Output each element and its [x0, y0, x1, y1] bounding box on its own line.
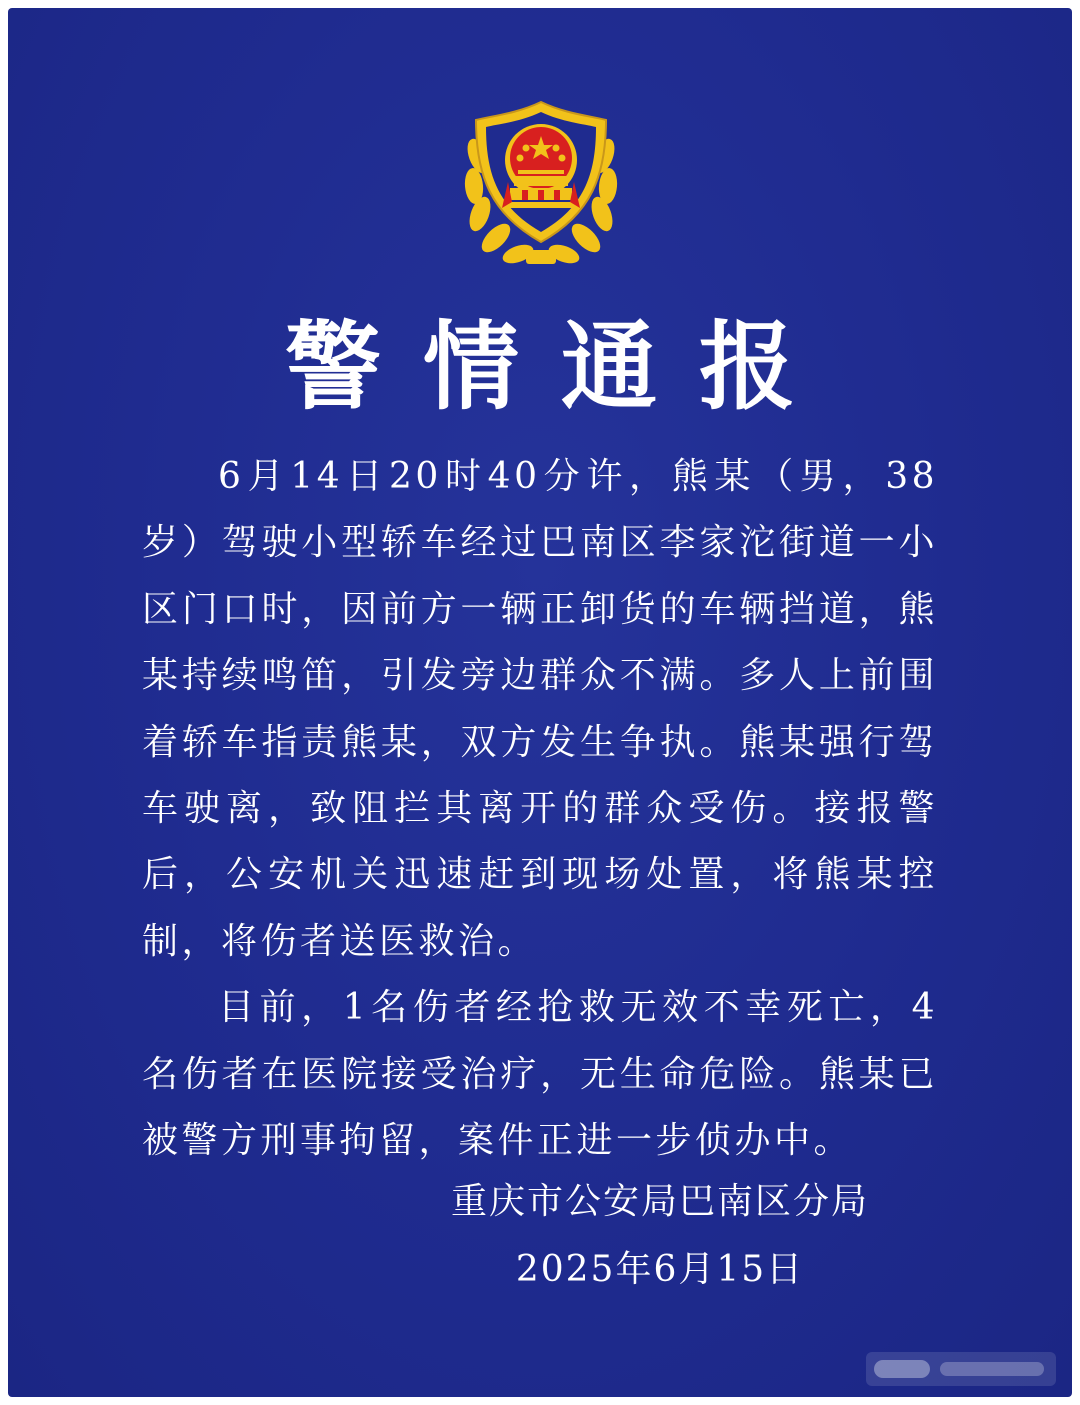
notice-title: 警情通报 [285, 310, 837, 423]
notice-paragraph-1: 6月14日20时40分许，熊某（男，38岁）驾驶小型轿车经过巴南区李家沱街道一小区门口时，因前方一辆正卸货的车辆挡道，熊某持续鸣笛，引发旁边群众不满。多人上前围着轿车指责熊某，双方发生争执。熊某强行驾车驶离，致阻拦其离开的群众受伤。接报警后，公安机关迅速赶到现场处置，将熊某控制，将伤者送医救治。 [142, 456, 938, 962]
watermark-badge [866, 1352, 1056, 1386]
notice-paragraph-2: 目前，1名伤者经抢救无效不幸死亡，4名伤者在医院接受治疗，无生命危险。熊某已被警方刑事拘留，案件正进一步侦办中。 [142, 987, 938, 1162]
issuer-name: 重庆市公安局巴南区分局 [450, 1181, 869, 1222]
notice-signature [440, 1168, 880, 1304]
police-badge-icon [456, 96, 626, 268]
issue-date: 2025年6月15日 [515, 1249, 805, 1290]
notice-body [142, 444, 938, 1174]
